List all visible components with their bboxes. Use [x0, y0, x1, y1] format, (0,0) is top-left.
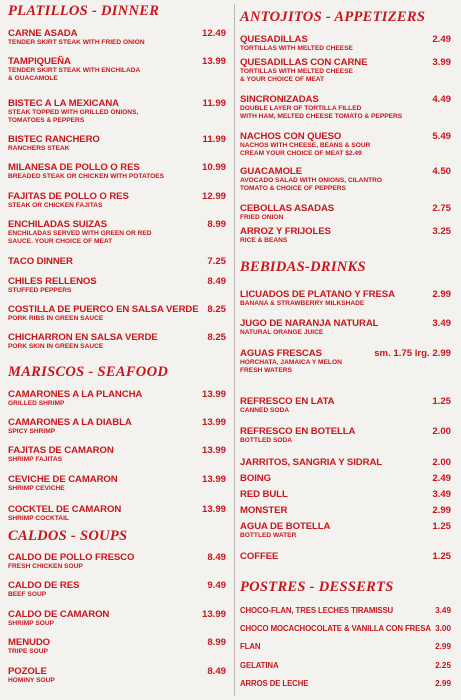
- menu-item-row: [8, 28, 230, 39]
- item-price: 13.99: [201, 389, 226, 400]
- item-description: & YOUR CHOICE OF MEAT: [240, 75, 325, 83]
- item-name: CAMARONES A LA PLANCHA: [8, 389, 143, 400]
- item-description: GRILLED SHRIMP: [8, 400, 65, 407]
- item-price: 13.99: [201, 417, 226, 428]
- section-title-platillos: PLATILLOS - DINNER: [8, 3, 160, 19]
- item-price: 13.99: [201, 609, 226, 620]
- menu-item: [240, 396, 454, 415]
- menu-item-row: [240, 551, 454, 562]
- item-description: SHRIMP COCKTAIL: [8, 515, 69, 522]
- item-name: MENUDO: [8, 637, 51, 648]
- menu-item-row: [240, 679, 454, 688]
- item-price: 2.00: [432, 457, 451, 468]
- menu-item-row: [240, 606, 454, 615]
- menu-item-row: [240, 34, 454, 45]
- item-description: SPICY SHRIMP: [8, 428, 56, 435]
- item-price: 11.99: [202, 98, 226, 109]
- menu-item: [8, 219, 230, 245]
- menu-item-row: [8, 445, 230, 456]
- item-price: 11.99: [202, 134, 226, 145]
- item-description: CANNED SODA: [240, 407, 290, 414]
- menu-item-row: [8, 580, 230, 591]
- menu-item: [240, 489, 454, 500]
- item-description: & GUACAMOLE: [8, 74, 58, 82]
- menu-item-row: [240, 521, 454, 532]
- item-name: CHILES RELLENOS: [8, 276, 97, 287]
- item-name: CARNE ASADA: [8, 28, 78, 39]
- item-description: STUFFED PEPPERS: [8, 287, 72, 294]
- item-description: RANCHERS STEAK: [8, 145, 70, 152]
- item-description: TOMATOES & PEPPERS: [8, 116, 85, 124]
- item-name: CALDO DE RES: [8, 580, 80, 591]
- item-price: 8.25: [207, 332, 226, 343]
- item-price: 13.99: [201, 474, 226, 485]
- menu-item-row: [8, 276, 230, 287]
- item-description: SAUCE. YOUR CHOICE OF MEAT: [8, 237, 113, 245]
- item-name: AGUA DE BOTELLA: [240, 521, 331, 532]
- item-price: 13.99: [201, 445, 226, 456]
- item-price: 7.25: [207, 256, 226, 267]
- item-name: BISTEC RANCHERO: [8, 134, 100, 145]
- item-price: 8.49: [207, 552, 226, 563]
- menu-item: [240, 57, 454, 83]
- item-description: TORTILLAS WITH MELTED CHEESE: [240, 45, 353, 52]
- item-description: NACHOS WITH CHEESE, BEANS & SOUR: [240, 142, 371, 149]
- item-price: 13.99: [201, 504, 226, 515]
- menu-item: [240, 34, 454, 53]
- item-price: 8.49: [207, 276, 226, 287]
- item-description: PORK RIBS IN GREEN SAUCE: [8, 315, 104, 322]
- menu-item: [8, 474, 230, 493]
- item-name: GUACAMOLE: [240, 166, 302, 177]
- menu-item-row: [240, 166, 454, 177]
- menu-item: [8, 666, 230, 685]
- item-price: 4.49: [432, 94, 451, 105]
- item-name: CHOCO-FLAN, TRES LECHES TIRAMISSU: [240, 606, 394, 615]
- column-divider: [234, 4, 235, 696]
- menu-item: [8, 256, 230, 267]
- item-name: GELATINA: [240, 661, 279, 670]
- menu-item-row: [240, 348, 454, 359]
- menu-item: [8, 609, 230, 628]
- menu-item: [240, 203, 454, 222]
- menu-item-row: [240, 642, 454, 651]
- item-price: 8.49: [207, 666, 226, 677]
- item-description: HORCHATA, JAMAICA Y MELON: [240, 359, 342, 366]
- item-price: 3.99: [432, 57, 451, 68]
- menu-item-row: [8, 666, 230, 677]
- item-price: 2.99: [435, 642, 451, 651]
- item-description: TORTILLAS WITH MELTED CHEESE: [240, 68, 353, 75]
- item-name: FAJITAS DE POLLO O RES: [8, 191, 129, 202]
- item-description: TRIPE SOUP: [8, 648, 48, 655]
- menu-item-row: [8, 609, 230, 620]
- menu-item-row: [240, 203, 454, 214]
- menu-item: [240, 606, 454, 615]
- item-description: STEAK TOPPED WITH GRILLED ONIONS,: [8, 109, 139, 116]
- item-name: COCKTEL DE CAMARON: [8, 504, 122, 515]
- item-description: BOTTLED WATER: [240, 532, 297, 539]
- item-name: REFRESCO EN BOTELLA: [240, 426, 356, 437]
- item-name: BOING: [240, 473, 271, 484]
- item-price: 2.49: [432, 473, 451, 484]
- item-price: sm. 1.75 lrg. 2.99: [374, 348, 451, 359]
- menu-item: [240, 679, 454, 688]
- item-description: FRESH CHICKEN SOUP: [8, 563, 83, 570]
- item-name: CAMARONES A LA DIABLA: [8, 417, 132, 428]
- item-description: TENDER SKIRT STEAK WITH FRIED ONION: [8, 39, 145, 46]
- item-name: QUESADILLAS: [240, 34, 308, 45]
- item-price: 4.50: [432, 166, 451, 177]
- item-name: JUGO DE NARANJA NATURAL: [240, 318, 379, 329]
- menu-item: [240, 642, 454, 651]
- menu-item: [240, 166, 454, 192]
- item-name: MONSTER: [240, 505, 288, 516]
- item-name: TACO DINNER: [8, 256, 73, 267]
- menu-item: [8, 389, 230, 408]
- item-price: 2.75: [432, 203, 451, 214]
- menu-item-row: [8, 219, 230, 230]
- menu-item-row: [240, 426, 454, 437]
- item-price: 2.00: [432, 426, 451, 437]
- menu-item: [240, 521, 454, 540]
- menu-item: [240, 318, 454, 337]
- item-name: ARROS DE LECHE: [240, 679, 309, 688]
- menu-item: [240, 131, 454, 157]
- menu-item: [240, 289, 454, 308]
- menu-item-row: [8, 552, 230, 563]
- item-name: QUESADILLAS CON CARNE: [240, 57, 368, 68]
- menu-item: [8, 445, 230, 464]
- item-description: RICE & BEANS: [240, 237, 288, 244]
- item-price: 12.49: [201, 28, 226, 39]
- item-price: 1.25: [432, 396, 451, 407]
- menu-item-row: [8, 256, 230, 267]
- item-price: 2.25: [435, 661, 451, 670]
- item-name: CHOCO MOCACHOCOLATE & VANILLA CON FRESA: [240, 624, 431, 633]
- menu-item-row: [8, 134, 230, 145]
- item-name: AGUAS FRESCAS: [240, 348, 322, 359]
- menu-item-row: [240, 131, 454, 142]
- menu-item: [240, 473, 454, 484]
- item-name: REFRESCO EN LATA: [240, 396, 335, 407]
- menu-item-row: [240, 396, 454, 407]
- item-price: 5.49: [432, 131, 451, 142]
- menu-item-row: [240, 226, 454, 237]
- item-price: 3.25: [432, 226, 451, 237]
- item-description: AVOCADO SALAD WITH ONIONS, CILANTRO: [240, 177, 383, 184]
- item-description: BEEF SOUP: [8, 591, 47, 598]
- item-name: JARRITOS, SANGRIA Y SIDRAL: [240, 457, 383, 468]
- menu-item: [8, 134, 230, 153]
- section-title-mariscos: MARISCOS - SEAFOOD: [8, 364, 169, 380]
- menu-item: [8, 191, 230, 210]
- menu-item-row: [240, 318, 454, 329]
- menu-item: [8, 276, 230, 295]
- menu-item-row: [240, 457, 454, 468]
- menu-item: [240, 505, 454, 516]
- item-name: CHICHARRON EN SALSA VERDE: [8, 332, 158, 343]
- section-title-caldos: CALDOS - SOUPS: [8, 528, 128, 544]
- menu-item-row: [240, 505, 454, 516]
- menu-item: [240, 426, 454, 445]
- item-description: SHRIMP CEVICHE: [8, 485, 65, 492]
- menu-item-row: [8, 98, 230, 109]
- menu-item-row: [8, 474, 230, 485]
- menu-item-row: [8, 637, 230, 648]
- item-name: CEBOLLAS ASADAS: [240, 203, 335, 214]
- item-description: WITH HAM, MELTED CHEESE TOMATO & PEPPERS: [240, 112, 403, 120]
- item-description: BOTTLED SODA: [240, 437, 293, 444]
- item-price: 3.49: [432, 318, 451, 329]
- menu-item-row: [8, 304, 230, 315]
- menu-item: [240, 661, 454, 670]
- item-description: FRIED ONION: [240, 214, 284, 221]
- item-price: 8.25: [207, 304, 226, 315]
- menu-item: [240, 348, 454, 374]
- menu-item: [8, 637, 230, 656]
- menu-item: [8, 28, 230, 47]
- item-price: 3.49: [435, 606, 451, 615]
- item-description: CREAM YOUR CHOICE OF MEAT $2.49: [240, 149, 362, 157]
- item-name: SINCRONIZADAS: [240, 94, 319, 105]
- item-name: BISTEC A LA MEXICANA: [8, 98, 119, 109]
- menu-item: [8, 504, 230, 523]
- item-name: LICUADOS DE PLATANO Y FRESA: [240, 289, 395, 300]
- menu-item-row: [8, 56, 230, 67]
- item-description: BREADED STEAK OR CHICKEN WITH POTATOES: [8, 173, 165, 180]
- menu-item-row: [240, 289, 454, 300]
- item-price: 2.99: [432, 505, 451, 516]
- item-name: TAMPIQUEÑA: [8, 56, 71, 67]
- menu-item-row: [240, 489, 454, 500]
- menu-item: [8, 56, 230, 82]
- menu-item: [8, 417, 230, 436]
- item-price: 1.25: [432, 551, 451, 562]
- item-name: COSTILLA DE PUERCO EN SALSA VERDE: [8, 304, 199, 315]
- item-description: TENDER SKIRT STEAK WITH ENCHILADA: [8, 67, 141, 74]
- menu-item-row: [8, 162, 230, 173]
- menu-item: [8, 552, 230, 571]
- menu-item-row: [240, 94, 454, 105]
- item-description: NATURAL ORANGE JUICE: [240, 329, 324, 336]
- item-name: CEVICHE DE CAMARON: [8, 474, 118, 485]
- item-name: NACHOS CON QUESO: [240, 131, 342, 142]
- item-price: 3.00: [435, 624, 451, 633]
- item-description: BANANA & STRAWBERRY MILKSHADE: [240, 300, 365, 307]
- item-description: TOMATO & CHOICE OF PEPPERS: [240, 184, 346, 192]
- item-name: RED BULL: [240, 489, 288, 500]
- item-name: CALDO DE CAMARON: [8, 609, 110, 620]
- item-description: FRESH WATERS: [240, 366, 292, 374]
- menu-item: [240, 94, 454, 120]
- item-name: FLAN: [240, 642, 261, 651]
- item-name: CALDO DE POLLO FRESCO: [8, 552, 135, 563]
- item-price: 3.49: [432, 489, 451, 500]
- menu-item-row: [240, 661, 454, 670]
- item-description: ENCHILADAS SERVED WITH GREEN OR RED: [8, 230, 152, 237]
- item-name: POZOLE: [8, 666, 47, 677]
- menu-item: [240, 226, 454, 245]
- item-name: COFFEE: [240, 551, 279, 562]
- menu-item: [240, 551, 454, 562]
- item-name: ENCHILADAS SUIZAS: [8, 219, 108, 230]
- menu-item: [8, 98, 230, 124]
- menu-item: [8, 162, 230, 181]
- menu-item-row: [8, 417, 230, 428]
- item-description: STEAK OR CHICKEN FAJITAS: [8, 202, 103, 209]
- item-description: HOMINY SOUP: [8, 677, 55, 684]
- item-price: 1.25: [432, 521, 451, 532]
- item-price: 12.99: [201, 191, 226, 202]
- item-price: 8.99: [207, 637, 226, 648]
- menu-item-row: [240, 624, 454, 633]
- item-description: SHRIMP SOUP: [8, 620, 55, 627]
- item-price: 2.99: [432, 289, 451, 300]
- menu-item: [240, 624, 454, 633]
- menu-item: [8, 332, 230, 351]
- section-title-bebidas: BEBIDAS-DRINKS: [240, 259, 366, 275]
- item-price: 9.49: [207, 580, 226, 591]
- menu-item-row: [8, 389, 230, 400]
- item-price: 2.49: [432, 34, 451, 45]
- section-title-postres: POSTRES - DESSERTS: [240, 579, 394, 595]
- section-title-antojitos: ANTOJITOS - APPETIZERS: [240, 9, 426, 25]
- item-name: MILANESA DE POLLO O RES: [8, 162, 140, 173]
- menu-item: [240, 457, 454, 468]
- item-name: ARROZ Y FRIJOLES: [240, 226, 331, 237]
- item-name: FAJITAS DE CAMARON: [8, 445, 114, 456]
- item-price: 10.99: [201, 162, 226, 173]
- item-description: DOUBLE LAYER OF TORTILLA FILLED: [240, 105, 362, 112]
- item-price: 2.99: [435, 679, 451, 688]
- menu-item-row: [240, 473, 454, 484]
- item-description: PORK SKIN IN GREEN SAUCE: [8, 343, 104, 350]
- menu-item-row: [8, 332, 230, 343]
- menu-item-row: [8, 191, 230, 202]
- item-description: SHRIMP FAJITAS: [8, 456, 62, 463]
- menu-item: [8, 580, 230, 599]
- menu-item: [8, 304, 230, 323]
- menu-item-row: [240, 57, 454, 68]
- menu-item-row: [8, 504, 230, 515]
- item-price: 8.99: [207, 219, 226, 230]
- item-price: 13.99: [201, 56, 226, 67]
